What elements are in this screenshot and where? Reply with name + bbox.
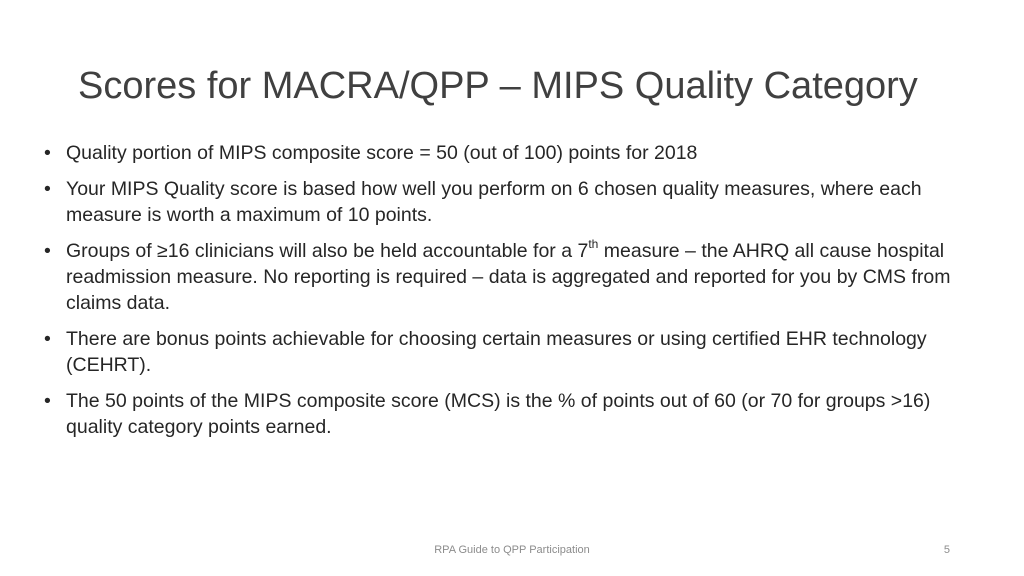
bullet-marker: • [44,240,51,262]
bullet-text [66,236,951,314]
bullet-text: Quality portion of MIPS composite score = 50 (out of 100) points for 2018 [66,142,698,164]
page-number: 5 [943,544,950,556]
bullet-item [44,238,984,316]
bullet-marker: • [44,142,51,164]
bullet-list [44,140,984,450]
bullet-marker: • [44,390,51,412]
bullet-marker: • [44,328,51,350]
bullet-text: The 50 points of the MIPS composite score (MCS) is the % of points out of 60 (or 70 for groups >16) quality category points earned. [66,390,931,438]
bullet-item [44,140,984,166]
bullet-item [44,176,984,228]
bullet-item [44,388,984,440]
footer-text: RPA Guide to QPP Participation [434,544,590,556]
bullet-marker: • [44,178,51,200]
bullet-text-part: measure – the AHRQ all cause hospital readmission measure. No reporting is required – data is aggregated and reported for you by CMS from claims data. [66,240,951,314]
slide-title: Scores for MACRA/QPP – MIPS Quality Category [78,65,918,107]
bullet-text: There are bonus points achievable for choosing certain measures or using certified EHR technology (CEHRT). [66,328,927,376]
bullet-text: Your MIPS Quality score is based how well you perform on 6 chosen quality measures, where each measure is worth a maximum of 10 points. [66,178,922,226]
bullet-text-part: Groups of ≥16 clinicians will also be held accountable for a 7 [66,240,589,262]
bullet-item [44,326,984,378]
ordinal-superscript: th [588,236,599,251]
